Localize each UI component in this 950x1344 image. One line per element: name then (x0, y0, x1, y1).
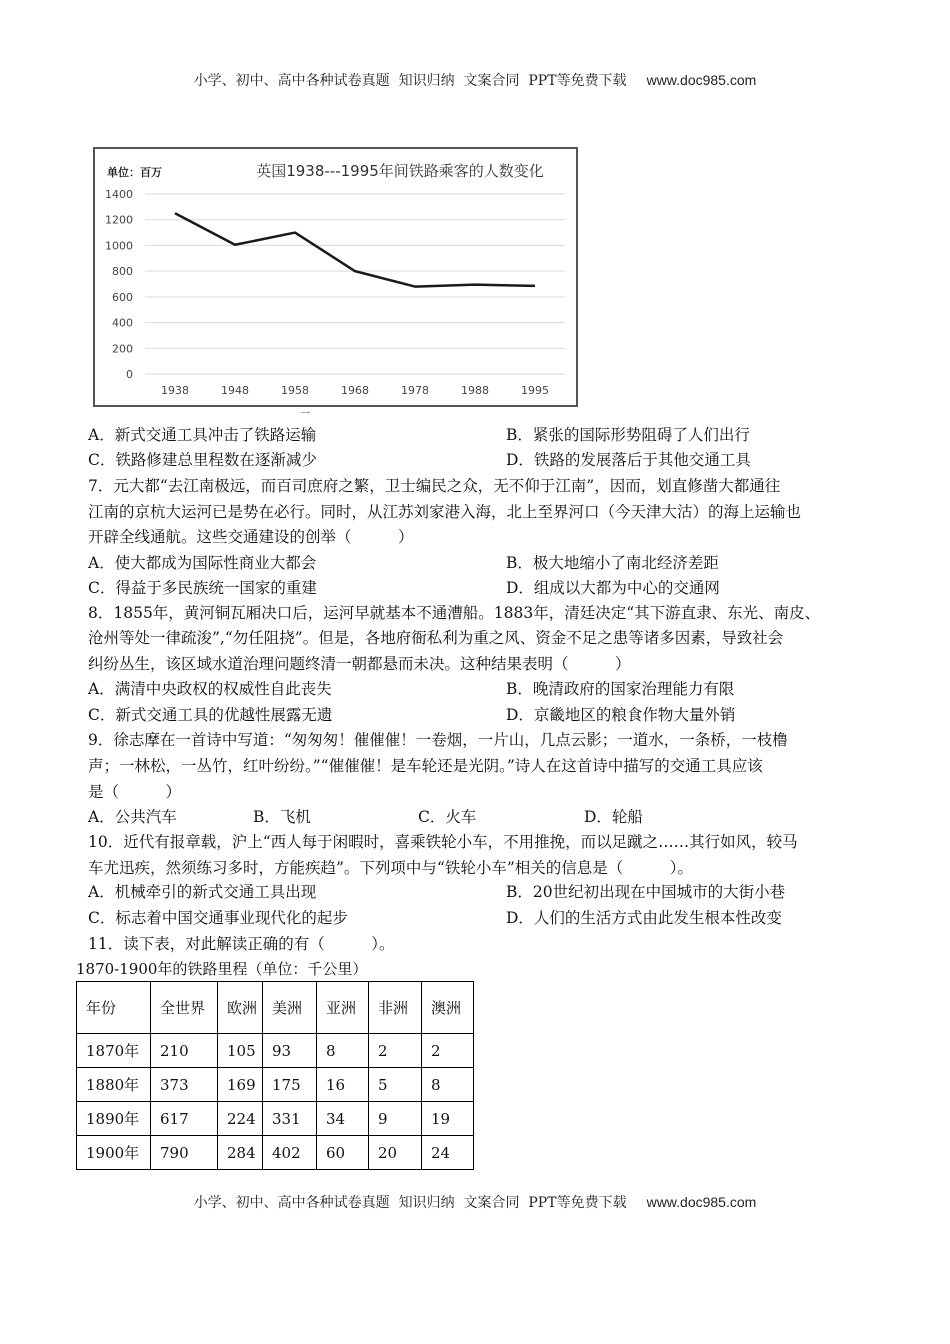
header-url[interactable]: www.doc985.com (646, 72, 757, 88)
q6-row1 (88, 423, 750, 448)
table-cell: 1890年 (77, 1102, 151, 1136)
q8-stem-line1: 8．1855年，黄河铜瓦厢决口后，运河早就基本不通漕船。1883年，清廷决定“其下游直隶、东光、南皮、 (88, 604, 821, 622)
y-tick-label: 1000 (105, 239, 133, 253)
q11-stem: 11．读下表，对此解读正确的有（ ）。 (88, 935, 395, 953)
chart-caption: 一 (300, 409, 310, 420)
table-cell: 8 (317, 1034, 369, 1068)
table-cell: 16 (317, 1068, 369, 1102)
table-cell: 20 (369, 1136, 422, 1170)
table-cell: 9 (369, 1102, 422, 1136)
header-cell: 年份 (77, 982, 151, 1034)
q8-option-c[interactable]: C．新式交通工具的优越性展露无遗 (88, 706, 333, 724)
table-cell: 60 (317, 1136, 369, 1170)
page-footer (0, 1192, 950, 1212)
q10-row1 (88, 880, 786, 905)
header-cell: 亚洲 (317, 982, 369, 1034)
q6-option-c[interactable]: C．铁路修建总里程数在逐渐减少 (88, 451, 317, 469)
q9-option-c[interactable]: C．火车 (418, 808, 477, 826)
q9-option-d[interactable]: D．轮船 (584, 808, 643, 826)
q6-option-b[interactable]: B．紧张的国际形势阻碍了人们出行 (506, 426, 750, 444)
q9-options (88, 805, 643, 830)
header-cell: 非洲 (369, 982, 422, 1034)
table-cell: 8 (422, 1068, 474, 1102)
series-line (175, 213, 535, 286)
q10-option-d[interactable]: D．人们的生活方式由此发生根本性改变 (506, 909, 782, 927)
x-tick-label: 1988 (461, 384, 489, 397)
q8-option-d[interactable]: D．京畿地区的粮食作物大量外销 (506, 706, 736, 724)
q6-option-a[interactable]: A．新式交通工具冲击了铁路运输 (88, 426, 317, 444)
q6-option-d[interactable]: D．铁路的发展落后于其他交通工具 (506, 451, 751, 469)
header-cell: 欧洲 (218, 982, 263, 1034)
q10-stem-line1: 10．近代有报章载，沪上“西人每于闲暇时，喜乘铁轮小车，不用推挽，而以足蹴之……其行如风，较马 (88, 833, 798, 851)
footer-text: 小学、初中、高中各种试卷真题 知识归纳 文案合同 PPT等免费下载 (193, 1195, 627, 1211)
q10-option-a[interactable]: A．机械牵引的新式交通工具出现 (88, 883, 317, 901)
table-cell: 175 (263, 1068, 317, 1102)
q8-stem-line2: 沧州等处一律疏浚”,“勿任阻挠”。但是，各地府衙私利为重之风、资金不足之患等诸多因素，导致社会 (88, 629, 784, 647)
table-cell: 1870年 (77, 1034, 151, 1068)
table-cell: 93 (263, 1034, 317, 1068)
y-tick-label: 1400 (105, 188, 133, 201)
table-cell: 105 (218, 1034, 263, 1068)
q9-stem-line2: 声；一林松，一丛竹，红叶纷纷。”“催催催！是车轮还是光阴。”诗人在这首诗中描写的交通工具应该 (88, 757, 763, 775)
chart-unit-label: 单位：百万 (107, 166, 162, 179)
table-row (77, 1136, 474, 1170)
y-tick-label: 800 (112, 265, 133, 279)
table-cell: 790 (151, 1136, 218, 1170)
x-tick-label: 1938 (161, 384, 189, 397)
header-cell: 全世界 (151, 982, 218, 1034)
table-cell: 1900年 (77, 1136, 151, 1170)
table-cell: 2 (422, 1034, 474, 1068)
x-tick-label: 1958 (281, 384, 309, 397)
ridership-chart (93, 147, 578, 407)
x-tick-label: 1948 (221, 384, 249, 397)
table-cell: 210 (151, 1034, 218, 1068)
y-tick-label: 0 (126, 368, 133, 381)
q8-row2 (88, 703, 736, 728)
q8-option-b[interactable]: B．晚清政府的国家治理能力有限 (506, 680, 735, 698)
x-tick-label: 1995 (521, 384, 549, 397)
table-row (77, 1102, 474, 1136)
table-cell: 1880年 (77, 1068, 151, 1102)
q9-option-a[interactable]: A．公共汽车 (88, 808, 177, 826)
table-cell: 402 (263, 1136, 317, 1170)
q9-stem-line1: 9．徐志摩在一首诗中写道：“匆匆匆！催催催！一卷烟，一片山，几点云影；一道水，一条桥，一枝橹 (88, 731, 788, 749)
table-cell: 224 (218, 1102, 263, 1136)
table-cell: 5 (369, 1068, 422, 1102)
header-text: 小学、初中、高中各种试卷真题 知识归纳 文案合同 PPT等免费下载 (193, 73, 627, 89)
table-row (77, 1034, 474, 1068)
y-tick-label: 400 (112, 316, 133, 330)
table-cell: 331 (263, 1102, 317, 1136)
q9-stem-line3: 是（ ） (88, 783, 182, 801)
q10-option-b[interactable]: B．20世纪初出现在中国城市的大街小巷 (506, 883, 786, 901)
table-cell: 284 (218, 1136, 263, 1170)
y-tick-label: 600 (112, 290, 133, 304)
table-cell: 34 (317, 1102, 369, 1136)
table-cell: 19 (422, 1102, 474, 1136)
header-cell: 澳洲 (422, 982, 474, 1034)
page-header (0, 70, 950, 90)
q10-row2 (88, 906, 782, 931)
table-cell: 617 (151, 1102, 218, 1136)
table-cell: 373 (151, 1068, 218, 1102)
q8-option-a[interactable]: A．满清中央政权的权威性自此丧失 (88, 680, 332, 698)
q7-stem-line1: 7．元大都“去江南极远，而百司庶府之繁，卫士编民之众，无不仰于江南”，因而，划直修凿大都通往 (88, 477, 781, 495)
q7-row2 (88, 576, 720, 601)
q7-option-b[interactable]: B．极大地缩小了南北经济差距 (506, 554, 719, 572)
table-cell: 169 (218, 1068, 263, 1102)
x-tick-label: 1978 (401, 384, 429, 397)
y-tick-label: 1200 (105, 213, 133, 227)
chart-title: 英国1938---1995年间铁路乘客的人数变化 (256, 162, 544, 180)
q10-option-c[interactable]: C．标志着中国交通事业现代化的起步 (88, 909, 348, 927)
q9-option-b[interactable]: B．飞机 (253, 808, 311, 826)
table-title: 1870-1900年的铁路里程（单位：千公里） (76, 960, 368, 978)
q7-row1 (88, 551, 719, 576)
q7-option-d[interactable]: D．组成以大都为中心的交通网 (506, 579, 720, 597)
header-cell: 美洲 (263, 982, 317, 1034)
q7-stem-line3: 开辟全线通航。这些交通建设的创举（ ） (88, 528, 414, 546)
q7-option-a[interactable]: A．使大都成为国际性商业大都会 (88, 554, 317, 572)
table-cell: 2 (369, 1034, 422, 1068)
q8-stem-line3: 纠纷丛生，该区域水道治理问题终清一朝都悬而未决。这种结果表明（ ） (88, 655, 631, 673)
q6-row2 (88, 448, 751, 473)
q7-stem-line2: 江南的京杭大运河已是势在必行。同时，从江苏刘家港入海，北上至界河口（今天津大沽）的海上运输也 (88, 503, 802, 521)
table-cell: 24 (422, 1136, 474, 1170)
railway-mileage-table (76, 981, 474, 1170)
table-row (77, 1068, 474, 1102)
y-tick-label: 200 (112, 342, 133, 356)
q8-row1 (88, 677, 735, 702)
q10-stem-line2: 车尤迅疾，然须练习多时，方能疾趋”。下列项中与“铁轮小车”相关的信息是（ ）。 (88, 859, 694, 877)
chart-svg (95, 149, 576, 405)
footer-url[interactable]: www.doc985.com (646, 1194, 757, 1210)
table-header-row (77, 982, 474, 1034)
q7-option-c[interactable]: C．得益于多民族统一国家的重建 (88, 579, 317, 597)
x-tick-label: 1968 (341, 384, 369, 397)
